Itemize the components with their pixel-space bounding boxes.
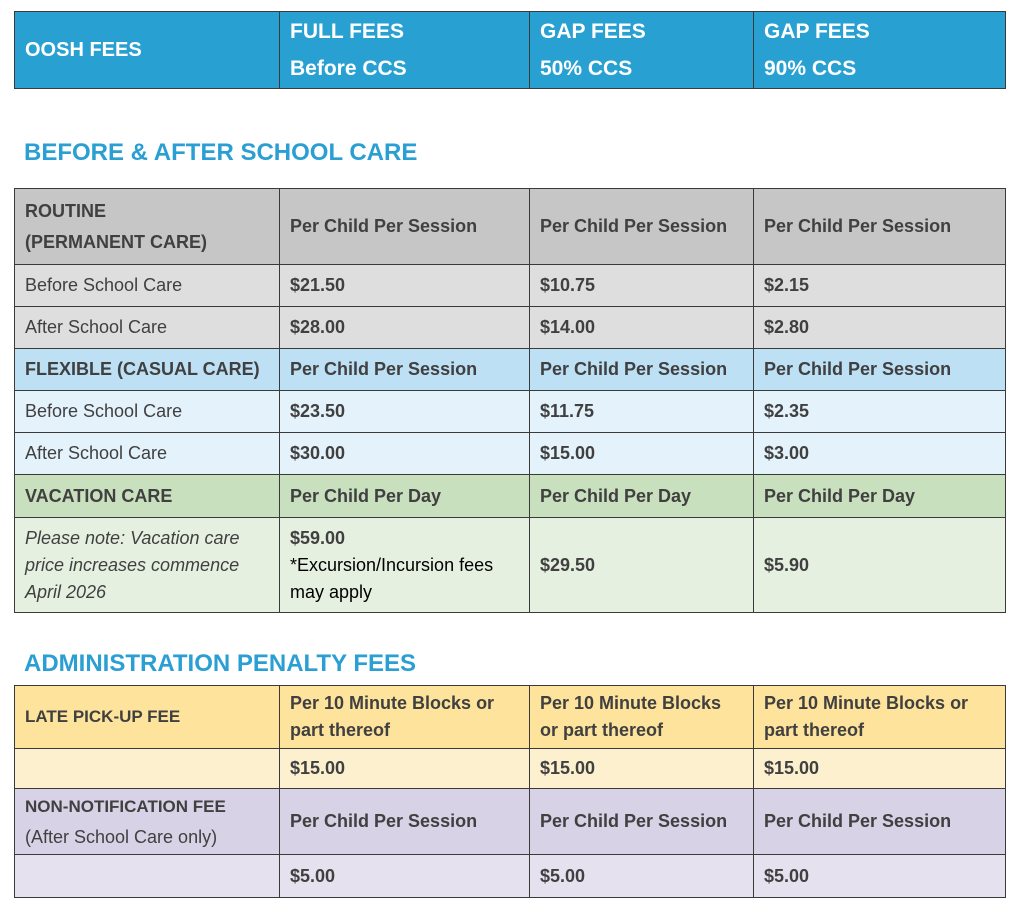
header-table bbox=[14, 11, 1006, 89]
excursion-note: *Excursion/Incursion fees may apply bbox=[290, 554, 494, 602]
header-full-fees-line2: Before CCS bbox=[290, 57, 407, 80]
price-full: $59.00 bbox=[290, 527, 346, 548]
header-gap-50-line1: GAP FEES bbox=[540, 20, 646, 43]
empty-label bbox=[15, 855, 280, 898]
flexible-header-row bbox=[15, 349, 1006, 391]
vacation-note-text: Vacation care price increases commence April 2026 bbox=[25, 527, 240, 602]
row-label: After School Care bbox=[15, 433, 280, 475]
header-gap-90-line1: GAP FEES bbox=[764, 20, 870, 43]
table-row bbox=[15, 855, 1006, 898]
row-label: Before School Care bbox=[15, 391, 280, 433]
header-full-fees bbox=[280, 12, 530, 89]
header-gap-50 bbox=[530, 12, 754, 89]
price-gap50: $15.00 bbox=[530, 749, 754, 789]
table-row bbox=[15, 433, 1006, 475]
table-row bbox=[15, 265, 1006, 307]
vacation-note-prefix: Please note: bbox=[25, 527, 126, 548]
price-gap90: $3.00 bbox=[754, 433, 1006, 475]
admin-section-title: ADMINISTRATION PENALTY FEES bbox=[24, 650, 417, 677]
nonnotif-unit-gap90: Per Child Per Session bbox=[754, 789, 1006, 855]
header-oosh-fees: OOSH FEES bbox=[15, 12, 280, 89]
header-gap-50-line2: 50% CCS bbox=[540, 57, 633, 80]
price-gap90: $15.00 bbox=[754, 749, 1006, 789]
vacation-price-row bbox=[15, 518, 1006, 613]
late-label: LATE PICK-UP FEE bbox=[15, 686, 280, 749]
price-full: $15.00 bbox=[280, 749, 530, 789]
price-full: $30.00 bbox=[280, 433, 530, 475]
table-row bbox=[15, 307, 1006, 349]
header-gap-90-line2: 90% CCS bbox=[764, 57, 857, 80]
price-gap50: $11.75 bbox=[530, 391, 754, 433]
nonnotif-label-line2: (After School Care only) bbox=[25, 826, 218, 847]
routine-header-row bbox=[15, 189, 1006, 265]
flexible-label: FLEXIBLE (CASUAL CARE) bbox=[15, 349, 280, 391]
price-full: $21.50 bbox=[280, 265, 530, 307]
nonnotif-header-row bbox=[15, 789, 1006, 855]
routine-unit-gap90: Per Child Per Session bbox=[754, 189, 1006, 265]
nonnotif-unit-full: Per Child Per Session bbox=[280, 789, 530, 855]
bsac-section-title: BEFORE & AFTER SCHOOL CARE bbox=[24, 139, 418, 166]
price-gap50: $29.50 bbox=[530, 518, 754, 613]
vacation-header-row bbox=[15, 475, 1006, 518]
vacation-unit-gap50: Per Child Per Day bbox=[530, 475, 754, 518]
bsac-table bbox=[14, 188, 1006, 613]
nonnotif-unit-gap50: Per Child Per Session bbox=[530, 789, 754, 855]
price-gap90: $2.80 bbox=[754, 307, 1006, 349]
flexible-unit-gap90: Per Child Per Session bbox=[754, 349, 1006, 391]
header-gap-90 bbox=[754, 12, 1006, 89]
empty-label bbox=[15, 749, 280, 789]
vacation-note bbox=[15, 518, 280, 613]
vacation-unit-full: Per Child Per Day bbox=[280, 475, 530, 518]
nonnotif-label bbox=[15, 789, 280, 855]
table-row bbox=[15, 391, 1006, 433]
table-row bbox=[15, 749, 1006, 789]
price-full: $28.00 bbox=[280, 307, 530, 349]
vacation-unit-gap90: Per Child Per Day bbox=[754, 475, 1006, 518]
flexible-unit-gap50: Per Child Per Session bbox=[530, 349, 754, 391]
price-gap90: $2.35 bbox=[754, 391, 1006, 433]
price-full: $23.50 bbox=[280, 391, 530, 433]
header-full-fees-line1: FULL FEES bbox=[290, 20, 404, 43]
late-unit-full: Per 10 Minute Blocks or part thereof bbox=[280, 686, 530, 749]
price-gap90: $2.15 bbox=[754, 265, 1006, 307]
late-unit-gap90: Per 10 Minute Blocks or part thereof bbox=[754, 686, 1006, 749]
admin-table bbox=[14, 685, 1006, 898]
nonnotif-label-line1: NON-NOTIFICATION FEE bbox=[25, 796, 226, 816]
price-gap90: $5.00 bbox=[754, 855, 1006, 898]
price-gap50: $15.00 bbox=[530, 433, 754, 475]
routine-label-line2: (PERMANENT CARE) bbox=[25, 231, 207, 252]
routine-unit-full: Per Child Per Session bbox=[280, 189, 530, 265]
price-full: $5.00 bbox=[280, 855, 530, 898]
routine-unit-gap50: Per Child Per Session bbox=[530, 189, 754, 265]
price-gap50: $10.75 bbox=[530, 265, 754, 307]
price-gap90: $5.90 bbox=[754, 518, 1006, 613]
late-header-row bbox=[15, 686, 1006, 749]
price-gap50: $5.00 bbox=[530, 855, 754, 898]
routine-label-line1: ROUTINE bbox=[25, 200, 106, 221]
row-label: After School Care bbox=[15, 307, 280, 349]
flexible-unit-full: Per Child Per Session bbox=[280, 349, 530, 391]
vacation-label: VACATION CARE bbox=[15, 475, 280, 518]
routine-label bbox=[15, 189, 280, 265]
vacation-full-cell bbox=[280, 518, 530, 613]
late-unit-gap50: Per 10 Minute Blocks or part thereof bbox=[530, 686, 754, 749]
price-gap50: $14.00 bbox=[530, 307, 754, 349]
row-label: Before School Care bbox=[15, 265, 280, 307]
